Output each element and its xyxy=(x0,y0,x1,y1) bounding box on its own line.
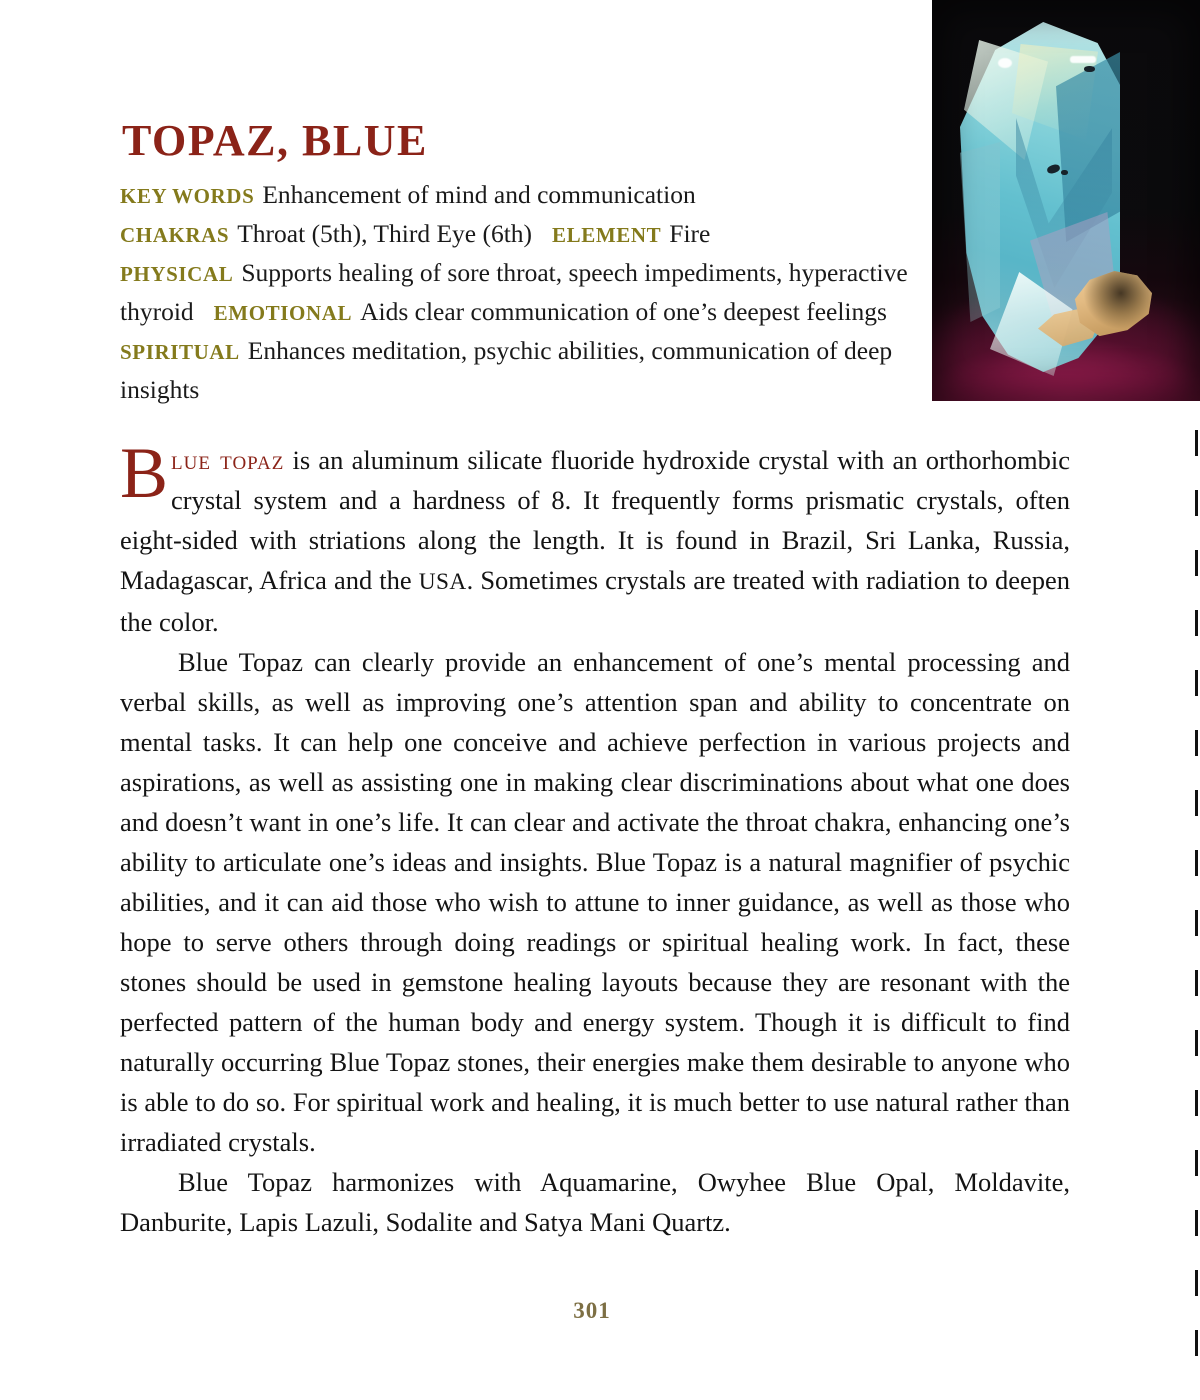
chakras-label: CHAKRAS xyxy=(120,223,230,247)
scan-edge-mark xyxy=(1195,490,1198,516)
scan-edge-mark xyxy=(1195,850,1198,876)
scan-edge-marks xyxy=(1186,0,1200,1400)
crystal-highlight-spark xyxy=(998,58,1012,68)
crystal-photograph xyxy=(932,0,1200,401)
scan-edge-mark xyxy=(1195,970,1198,996)
page-number: 301 xyxy=(573,1298,611,1323)
body-paragraph-1-tail: . Sometimes crystals are treated with radiation to deepen the color. xyxy=(120,565,1071,637)
crystal-inclusion xyxy=(1084,66,1095,72)
scan-edge-mark xyxy=(1195,430,1198,456)
scan-edge-mark xyxy=(1195,550,1198,576)
scan-edge-mark xyxy=(1195,1030,1198,1056)
emotional-label: EMOTIONAL xyxy=(213,301,353,325)
scan-edge-mark xyxy=(1195,670,1198,696)
spiritual-value: Enhances meditation, psychic abilities, communication of deep insights xyxy=(120,336,893,404)
scan-edge-mark xyxy=(1195,1210,1198,1236)
scan-edge-mark xyxy=(1195,910,1198,936)
chakras-value: Throat (5th), Third Eye (6th) xyxy=(237,219,533,248)
crystal-inclusion xyxy=(1061,170,1068,175)
crystal-highlight-streak xyxy=(1070,56,1096,63)
page-title: TOPAZ, BLUE xyxy=(122,116,428,166)
drop-cap: B xyxy=(120,433,169,513)
scan-edge-mark xyxy=(1195,1090,1198,1116)
key-words-label: KEY WORDS xyxy=(120,184,255,208)
element-value: Fire xyxy=(669,219,711,248)
keywords-block xyxy=(120,176,910,408)
scan-edge-mark xyxy=(1195,790,1198,816)
body-text-column xyxy=(120,433,1071,1242)
scan-edge-mark xyxy=(1195,1150,1198,1176)
element-label: ELEMENT xyxy=(552,223,662,247)
spiritual-label: SPIRITUAL xyxy=(120,340,240,364)
emotional-value: Aids clear communication of one’s deepest feelings xyxy=(360,297,887,326)
body-paragraph-1-text: is an aluminum silicate fluoride hydroxide crystal with an orthorhombic crystal system and a hardness of 8. It frequently forms prismatic crystals, often eight-sided with striations along the length. It is found in Brazil, Sri Lanka, Russia, Madagascar, Africa and the xyxy=(120,445,1070,595)
body-paragraph-1 xyxy=(120,433,1071,642)
scan-edge-mark xyxy=(1195,1270,1198,1296)
scan-edge-mark xyxy=(1195,730,1198,756)
physical-value: Supports healing of sore throat, speech impediments, hyperactive thyroid xyxy=(120,258,908,326)
key-words-value: Enhancement of mind and communication xyxy=(262,180,696,209)
crystal-facet-left-band xyxy=(960,142,1000,322)
scan-edge-mark xyxy=(1195,1330,1198,1356)
usa-smallcaps: USA xyxy=(418,569,467,595)
body-paragraph-3: Blue Topaz harmonizes with Aquamarine, Owyhee Blue Opal, Moldavite, Danburite, Lapis Lazuli, Sodalite and Satya Mani Quartz. xyxy=(120,1167,1070,1237)
scan-edge-mark xyxy=(1195,610,1198,636)
body-paragraph-2: Blue Topaz can clearly provide an enhancement of one’s mental processing and verbal skills, as well as improving one’s attention span and ability to concentrate on mental tasks. It can help one conceive and achieve perfection in various projects and aspirations, as well as assisting one in making clear discriminations about what one does and doesn’t want in one’s life. It can clear and activate the throat chakra, enhancing one’s ability to articulate one’s ideas and insights. Blue Topaz is a natural magnifier of psychic abilities, and it can aid those who wish to attune to inner guidance, as well as those who hope to serve others through doing readings or spiritual healing work. In fact, these stones should be used in gemstone healing layouts because they are resonant with the perfected pattern of the human body and energy system. Though it is difficult to find naturally occurring Blue Topaz stones, their energies make them desirable to anyone who is able to do so. For spiritual work and healing, it is much better to use natural rather than irradiated crystals. xyxy=(120,647,1070,1157)
physical-label: PHYSICAL xyxy=(120,262,234,286)
lead-smallcaps: lue topaz xyxy=(171,445,285,475)
